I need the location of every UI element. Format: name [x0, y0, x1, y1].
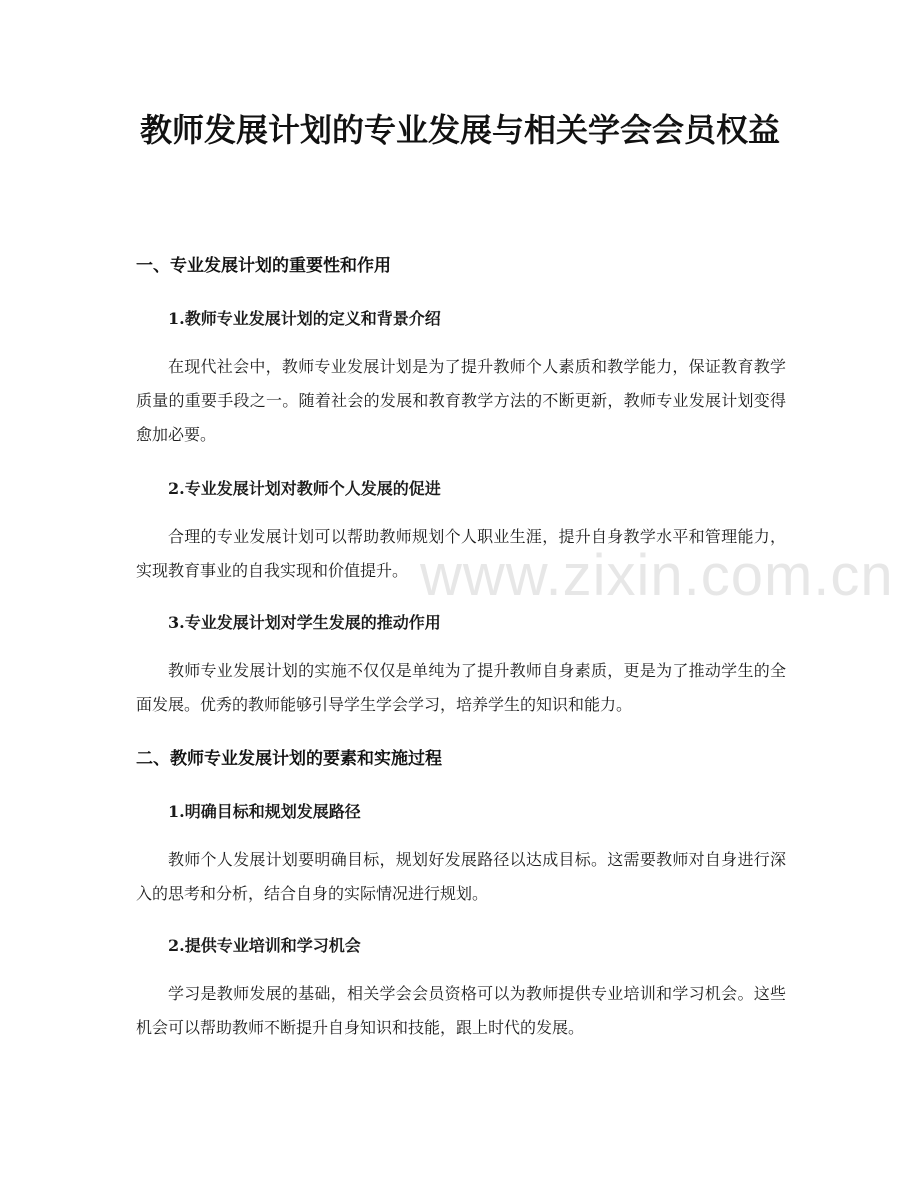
paragraph-1-3: 教师专业发展计划的实施不仅仅是单纯为了提升教师自身素质，更是为了推动学生的全面发展。优秀的教师能够引导学生学会学习，培养学生的知识和能力。 [136, 661, 786, 714]
subsection-heading-1-2: 2.专业发展计划对教师个人发展的促进 [168, 479, 441, 498]
subsection-heading-2-2: 2.提供专业培训和学习机会 [168, 936, 361, 955]
watermark: www.zixin.com.cn [420, 543, 894, 608]
subsection-heading-2-1: 1.明确目标和规划发展路径 [168, 802, 361, 821]
subsection-heading-1-1: 1.教师专业发展计划的定义和背景介绍 [168, 309, 441, 328]
paragraph-2-1: 教师个人发展计划要明确目标，规划好发展路径以达成目标。这需要教师对自身进行深入的思考和分析，结合自身的实际情况进行规划。 [136, 850, 786, 903]
document-title: 教师发展计划的专业发展与相关学会会员权益 [139, 111, 780, 149]
paragraph-1-2: 合理的专业发展计划可以帮助教师规划个人职业生涯，提升自身教学水平和管理能力，实现教育事业的自我实现和价值提升。 [136, 527, 786, 580]
section-heading-2: 二、教师专业发展计划的要素和实施过程 [136, 749, 442, 769]
paragraph-1-1: 在现代社会中，教师专业发展计划是为了提升教师个人素质和教学能力，保证教育教学质量的重要手段之一。随着社会的发展和教育教学方法的不断更新，教师专业发展计划变得愈加必要。 [136, 357, 786, 444]
paragraph-2-2: 学习是教师发展的基础，相关学会会员资格可以为教师提供专业培训和学习机会。这些机会可以帮助教师不断提升自身知识和技能，跟上时代的发展。 [136, 984, 786, 1037]
section-heading-1: 一、专业发展计划的重要性和作用 [136, 256, 391, 276]
subsection-heading-1-3: 3.专业发展计划对学生发展的推动作用 [168, 613, 441, 632]
